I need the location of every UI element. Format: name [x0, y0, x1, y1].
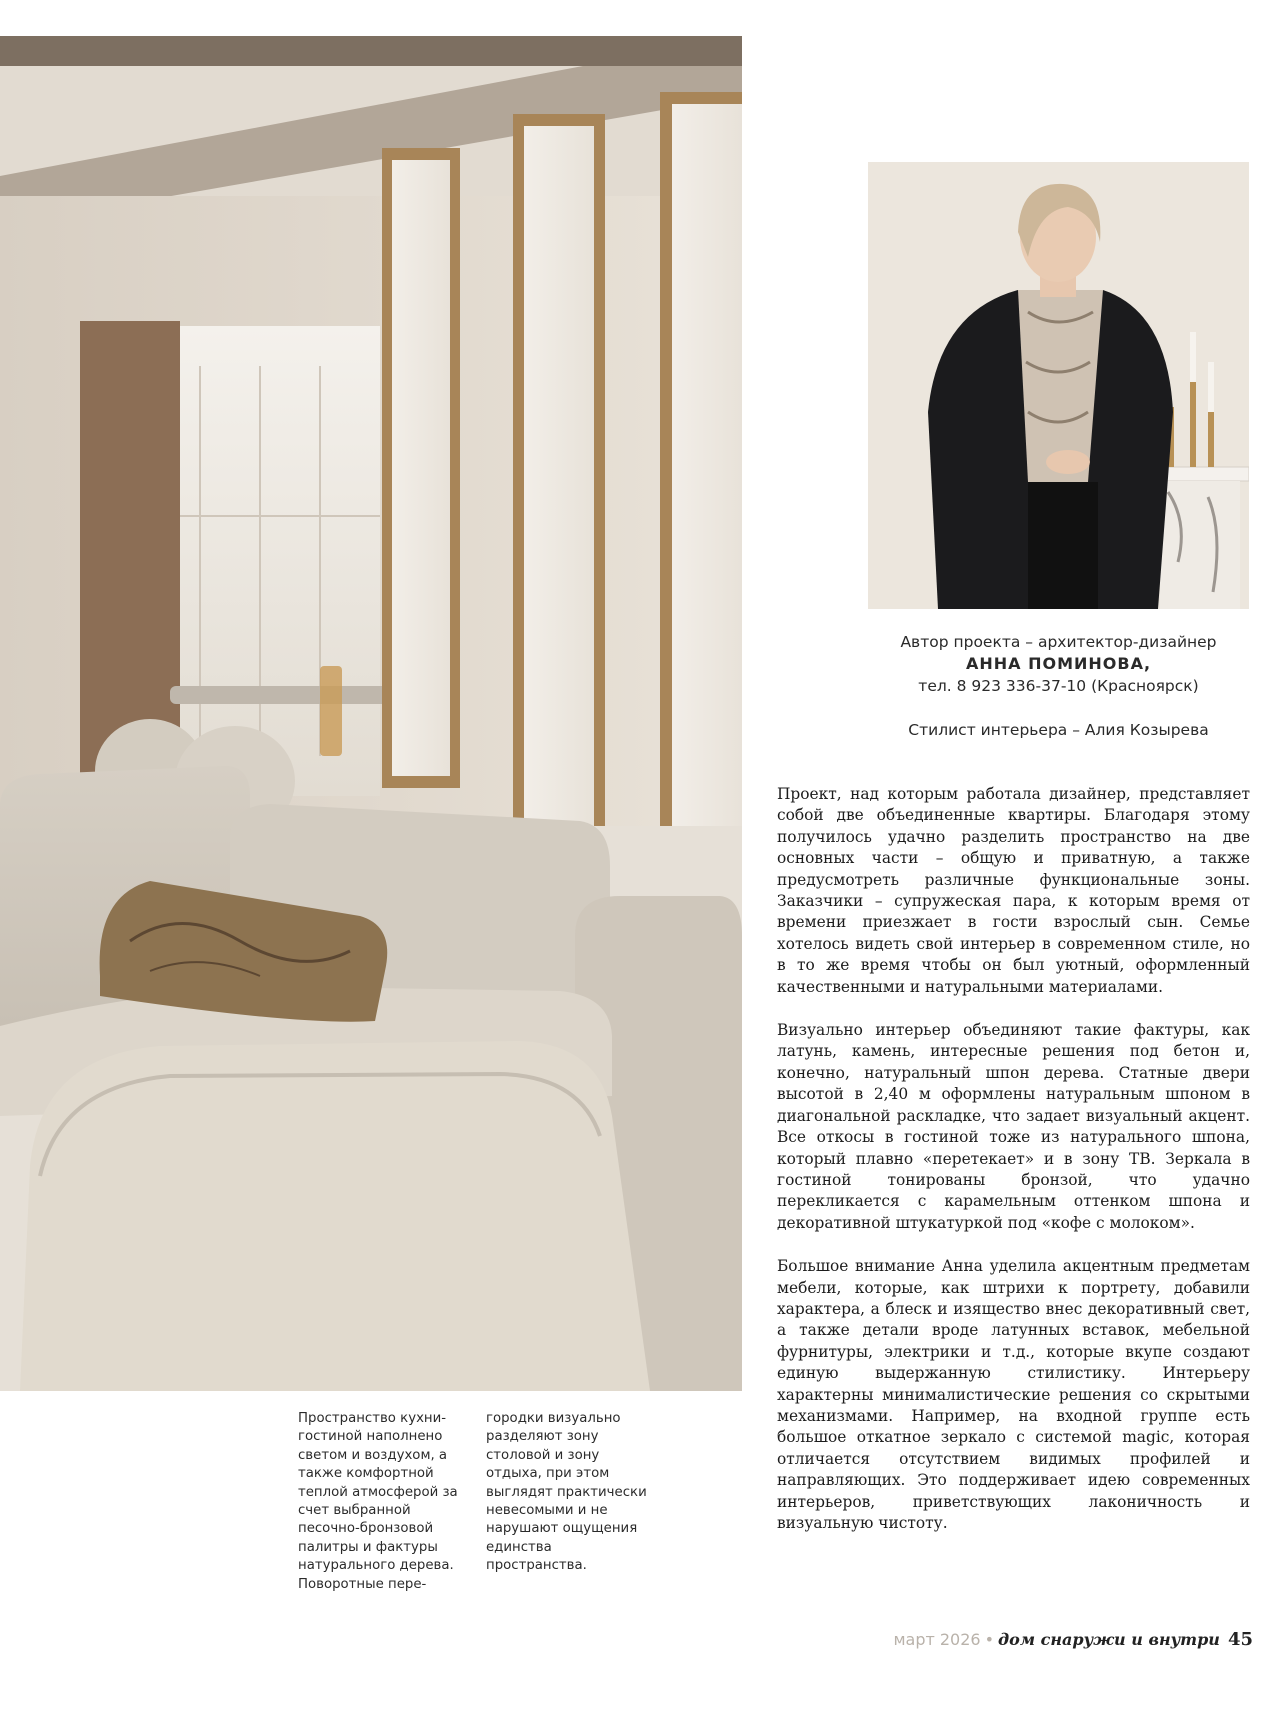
page-number: 45 [1227, 1629, 1253, 1650]
author-role: Автор проекта – архитектор-дизайнер [900, 633, 1217, 651]
article-paragraph: Проект, над которым работала дизайнер, представляет собой две объединенные квартиры. Благодаря этому получилось удачно разделить пространство на две основных части – общую и приватную, а также предусмотреть различные функциональные зоны. Заказчики – супружеская пара, к которым время от времени приезжает в гости взрослый сын. Семье хотелось видеть свой интерьер в современном стиле, но в то же время чтобы он был уютный, оформленный качественными и натуральными материалами. [777, 785, 1250, 996]
article-body [777, 784, 1250, 1556]
magazine-title: дом снаружи и внутри [998, 1630, 1220, 1649]
designer-portrait [868, 162, 1249, 609]
project-credits [846, 631, 1271, 741]
issue-date: март 2026 [893, 1630, 981, 1649]
page-footer [893, 1629, 1253, 1650]
article-paragraph: Большое внимание Анна уделила акцентным предметам мебели, которые, как штрихи к портрету, добавили характера, а блеск и изящество внес декоративный свет, а также детали вроде латунных вставок, мебельной фурнитуры, электрики и т.д., которые вкупе создают единую выдержанную стилистику. Интерьеру характерны минималистические решения со скрытыми механизмами. Например, на входной группе есть большое откатное зеркало с системой magic, которая отличается отсутствием видимых профилей и направляющих. Это поддерживает идею современных интерьеров, приветствующих лаконичность и визуальную чистоту. [777, 1257, 1250, 1532]
portrait-illustration [868, 162, 1249, 609]
living-room-illustration [0, 36, 742, 1391]
author-contact: тел. 8 923 336-37-10 (Красноярск) [918, 677, 1199, 695]
stylist-credit: Стилист интерьера – Алия Козырева [908, 721, 1209, 739]
interior-photo [0, 36, 742, 1391]
footer-separator: • [984, 1630, 995, 1649]
article-paragraph: Визуально интерьер объединяют такие фактуры, как латунь, камень, интересные решения под бетон и, конечно, натуральный шпон дерева. Статные двери высотой в 2,40 м оформлены натуральным шпоном в диагональной раскладке, что задает визуальный акцент. Все откосы в гостиной тоже из натурального шпона, который плавно «перетекает» и в зону ТВ. Зеркала в гостиной тонированы бронзой, что удачно перекликается с карамельным оттенком шпона и декоративной штукатуркой под «кофе с молоком». [777, 1021, 1250, 1232]
author-name: АННА ПОМИНОВА, [965, 654, 1152, 673]
photo-caption-column-1: Пространство кухни-гостиной наполнено светом и воздухом, а также комфортной теплой атмосферой за счет выбранной песочно-бронзовой палитры и фактуры натурального дерева. Поворотные пере- [298, 1411, 458, 1592]
photo-caption-column-2: городки визуально разделяют зону столовой и зону отдыха, при этом выглядят практически невесомыми и не нарушают ощущения единства пространства. [486, 1411, 647, 1574]
